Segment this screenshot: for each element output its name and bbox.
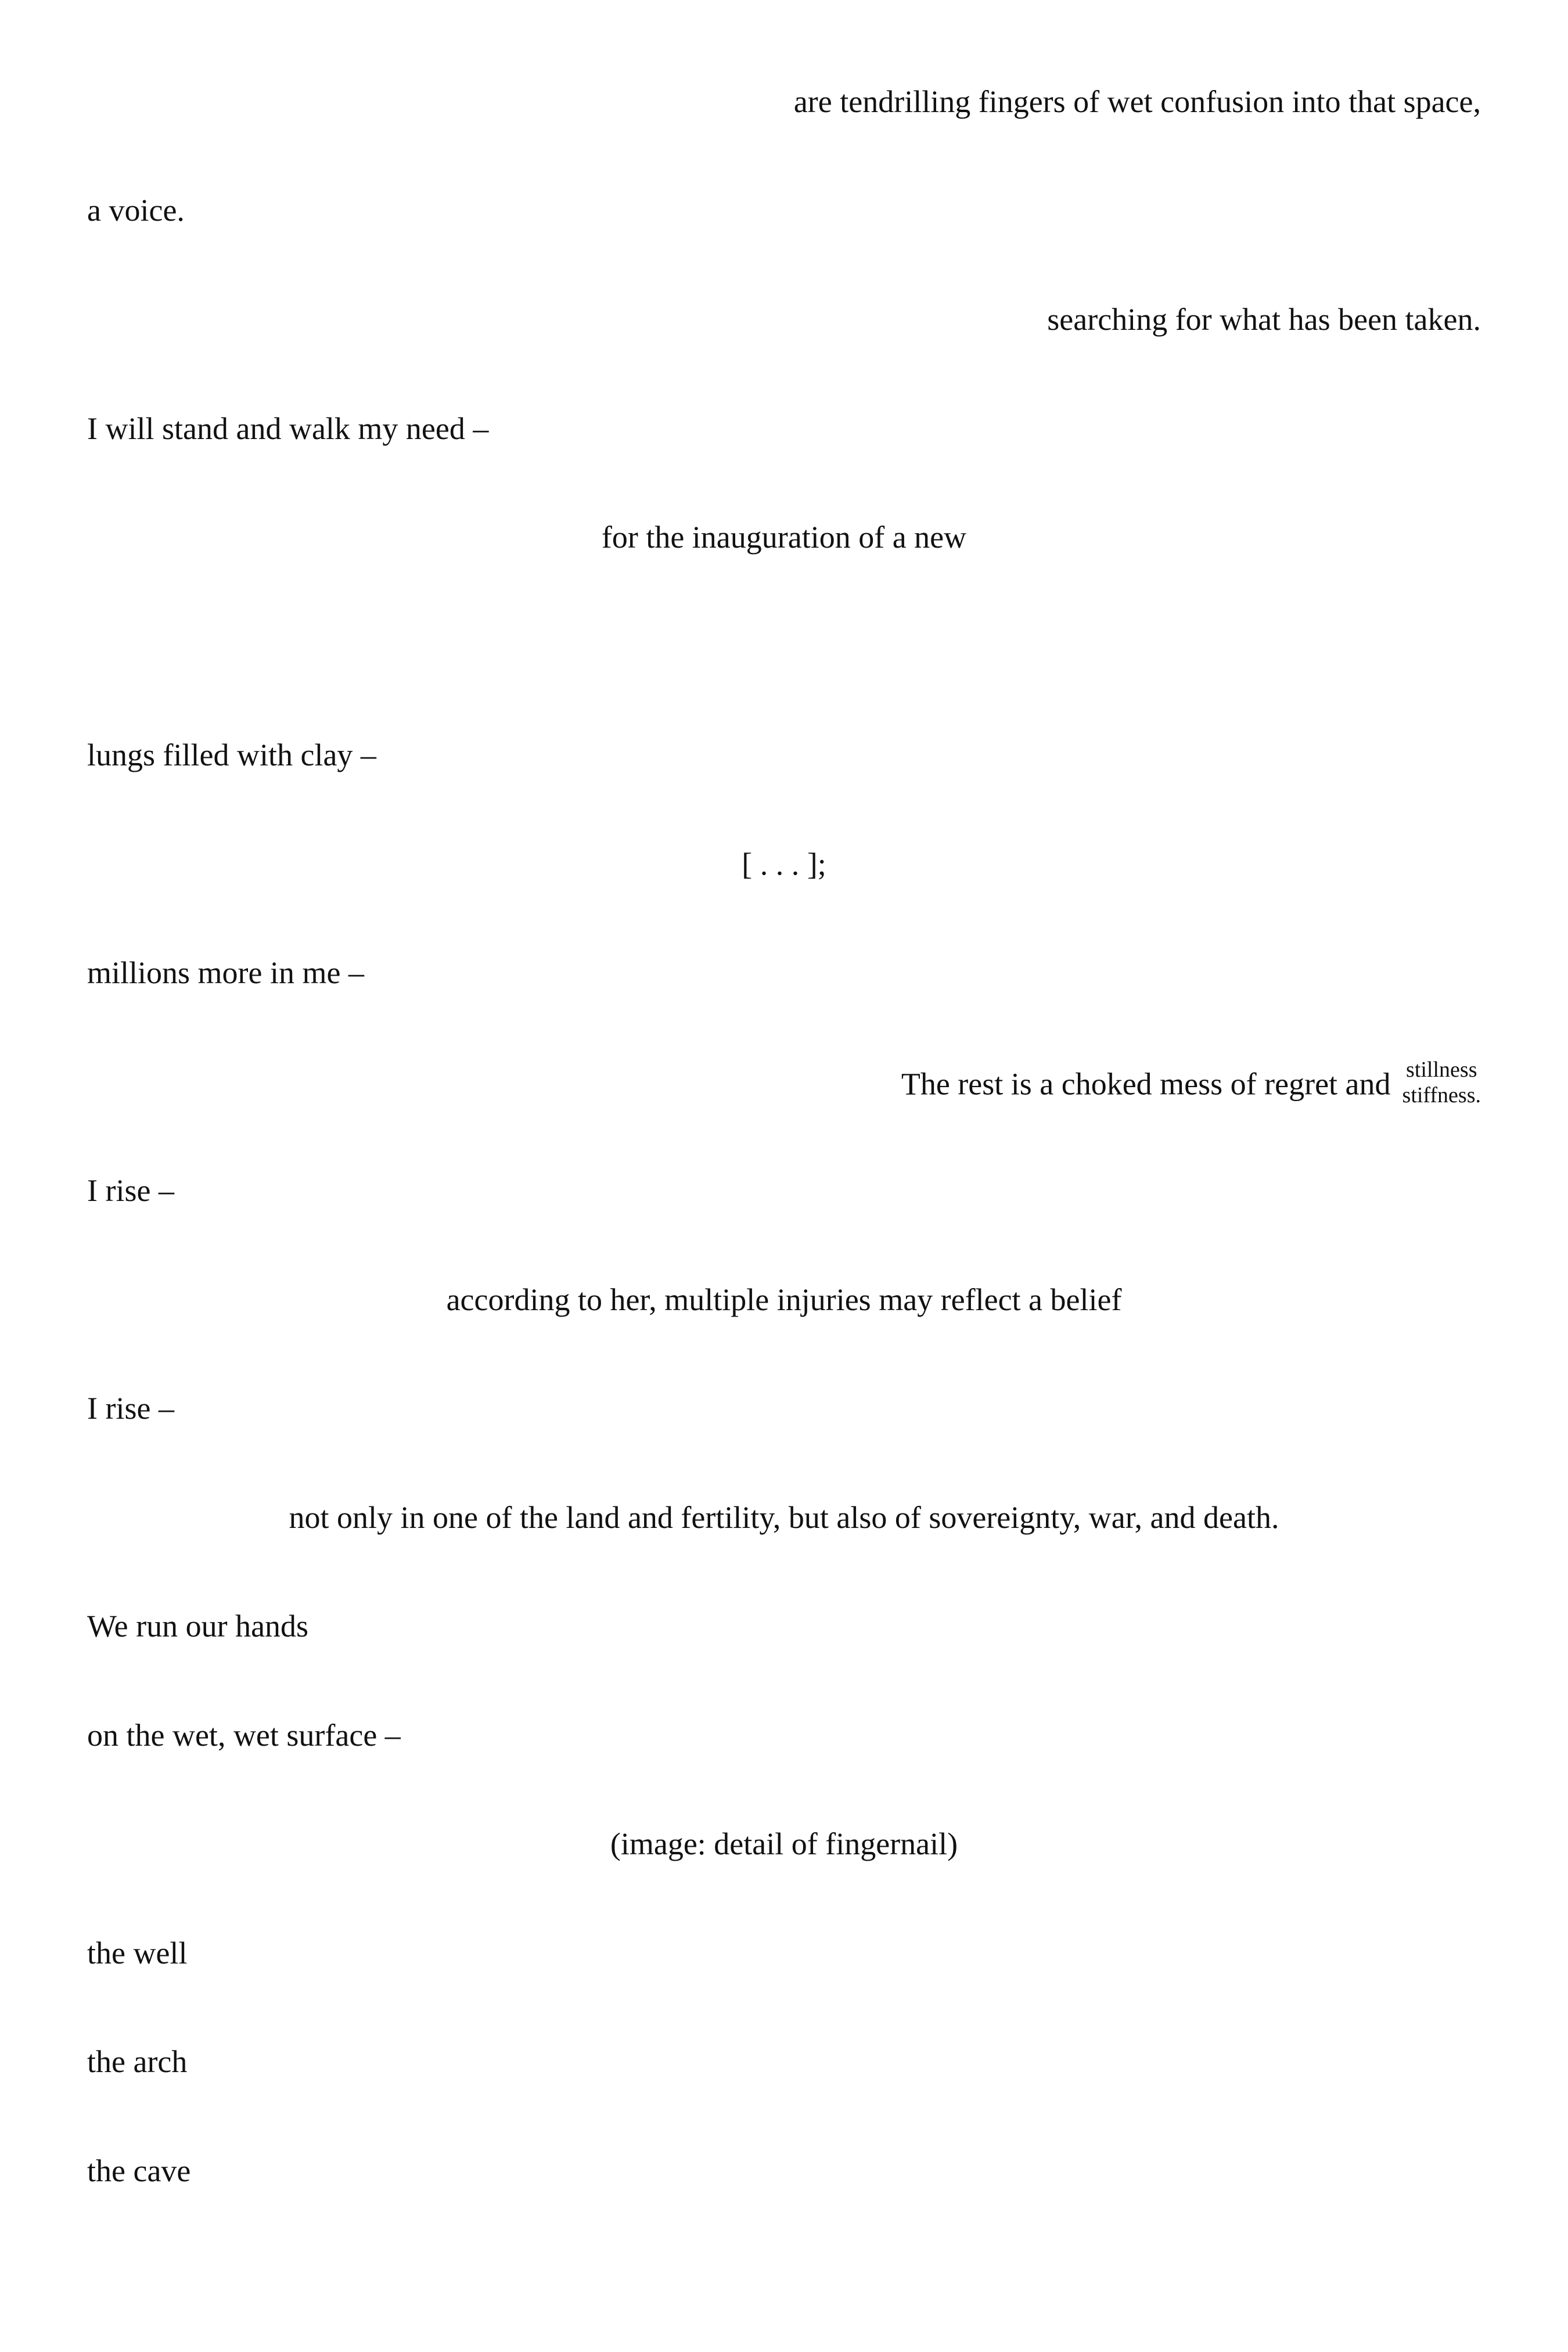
poem-line-13: not only in one of the land and fertility, but also of sovereignty, war, and death. — [289, 1500, 1279, 1535]
poem-line-4: I will stand and walk my need – — [87, 411, 489, 446]
alternate-word-lower: stiffness. — [1402, 1083, 1481, 1107]
poem-line-2: a voice. — [87, 193, 185, 228]
poem-line-19: the cave — [87, 2153, 191, 2188]
poem-line-14: We run our hands — [87, 1609, 309, 1643]
poem-line-6: lungs filled with clay – — [87, 738, 376, 772]
poem-line-12: I rise – — [87, 1391, 174, 1426]
poem-line-3: searching for what has been taken. — [1047, 302, 1481, 337]
poem-line-1: are tendrilling fingers of wet confusion into that space, — [793, 84, 1481, 119]
poem-line-7: [ . . . ]; — [742, 847, 826, 882]
poem-line-16: (image: detail of fingernail) — [610, 1826, 958, 1861]
alternate-words — [1402, 1057, 1481, 1108]
poem-line-17: the well — [87, 1936, 188, 1970]
poem-line-9 — [87, 1058, 1481, 1107]
poem-line-15: on the wet, wet surface – — [87, 1718, 401, 1753]
poem-line-18: the arch — [87, 2044, 188, 2079]
poem-line-9-text: The rest is a choked mess of regret and — [901, 1066, 1391, 1102]
poem-line-8: millions more in me – — [87, 955, 364, 990]
poem-line-10: I rise – — [87, 1173, 174, 1208]
poem-line-5: for the inauguration of a new — [601, 520, 967, 555]
alternate-word-upper: stillness — [1406, 1058, 1477, 1082]
poem-line-11: according to her, multiple injuries may reflect a belief — [446, 1282, 1122, 1317]
